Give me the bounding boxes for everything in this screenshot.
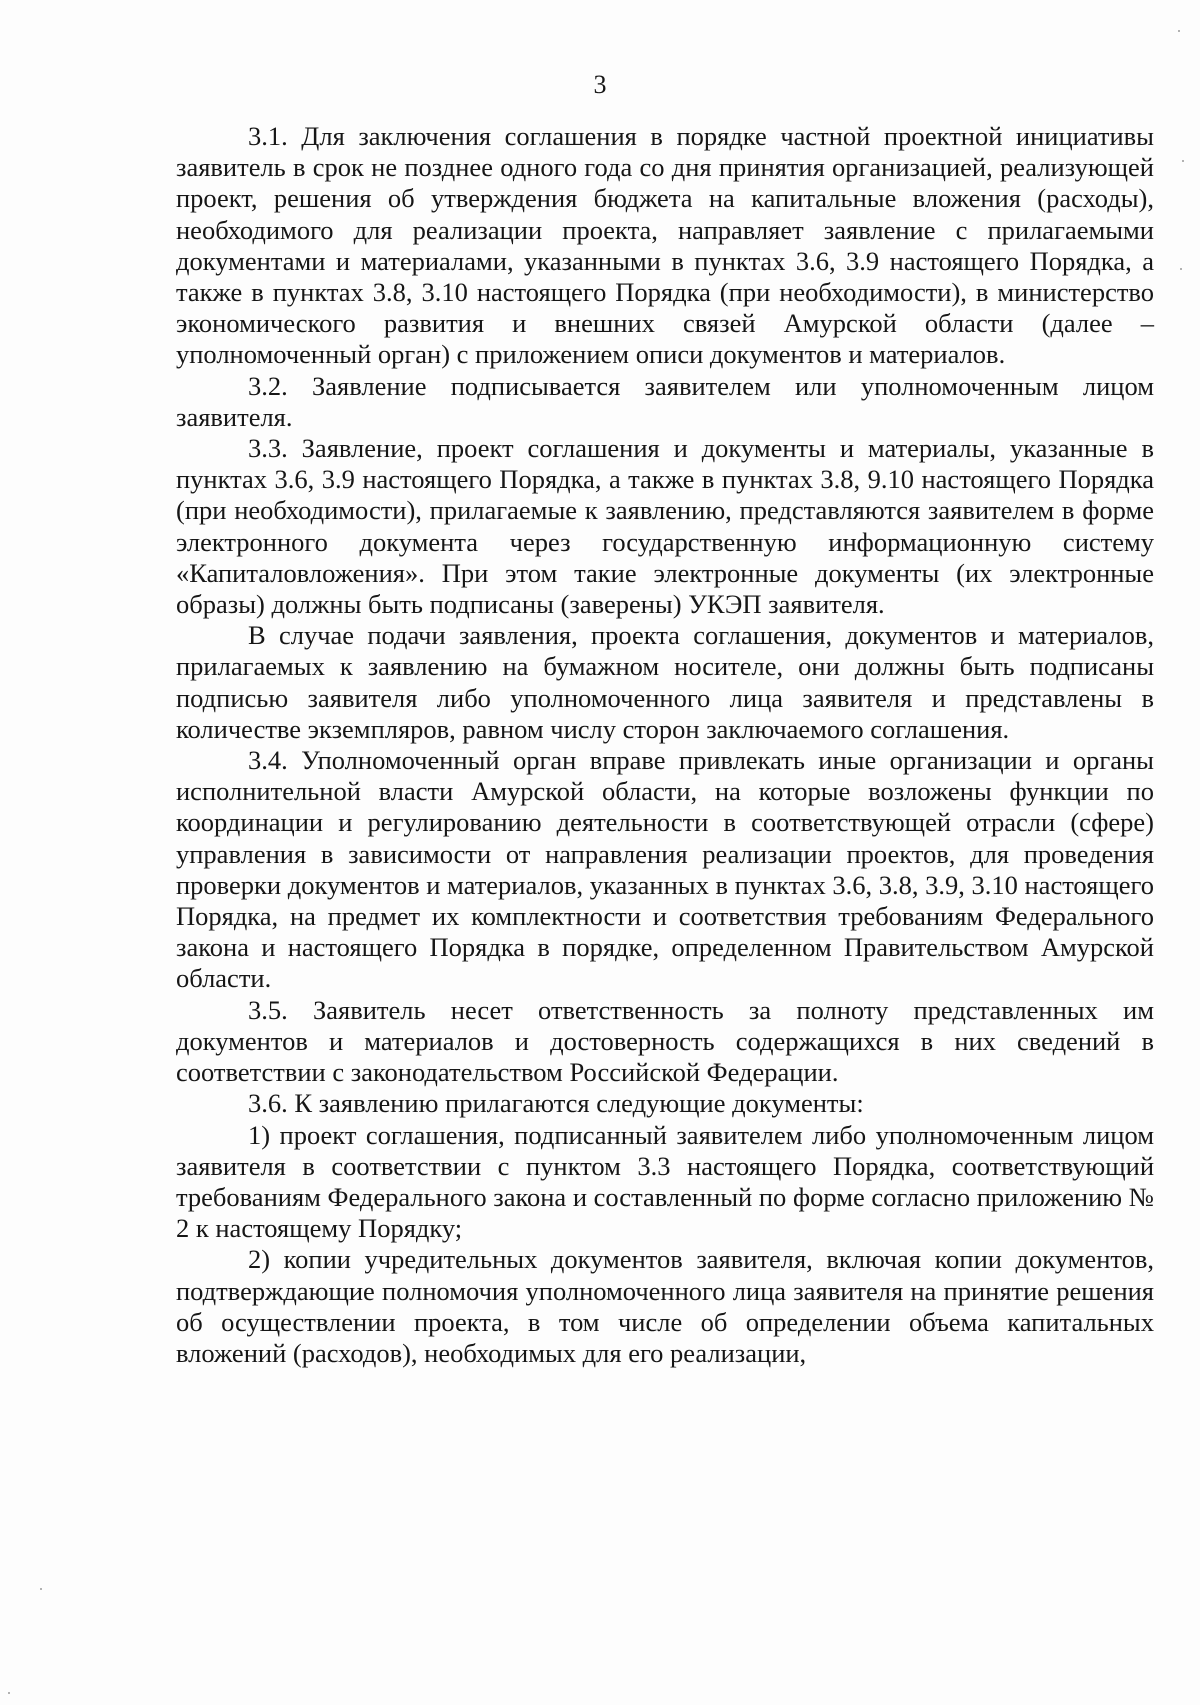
paragraph-3-4: 3.4. Уполномоченный орган вправе привлекать иные организации и органы исполнительной власти Амурской области, на которые возложены функции по координации и регулированию деятельности в соответствующей отрасли (сфере) управления в зависимости от направления реализации проектов, для проведения проверки документов и материалов, указанных в пунктах 3.6, 3.8, 3.9, 3.10 настоящего Порядка, на предмет их комплектности и соответствия требованиям Федерального закона и настоящего Порядка в порядке, определенном Правительством Амурской области. [176, 745, 1154, 994]
list-item-2: 2) копии учредительных документов заявителя, включая копии документов, подтверждающие полномочия уполномоченного лица заявителя на принятие решения об осуществлении проекта, в том числе об определении объема капитальных вложений (расходов), необходимых для его реализации, [176, 1244, 1154, 1368]
paragraph-paper-submission: В случае подачи заявления, проекта соглашения, документов и материалов, прилагаемых к заявлению на бумажном носителе, они должны быть подписаны подписью заявителя либо уполномоченного лица заявителя и представлены в количестве экземпляров, равном числу сторон заключаемого соглашения. [176, 620, 1154, 744]
document-body [176, 121, 1154, 1369]
page-number: 3 [593, 70, 607, 99]
scan-speck [40, 1588, 42, 1590]
scan-speck [8, 1692, 10, 1694]
scan-speck [1180, 268, 1182, 270]
paragraph-3-2: 3.2. Заявление подписывается заявителем или уполномоченным лицом заявителя. [176, 370, 1154, 432]
paragraph-3-6: 3.6. К заявлению прилагаются следующие документы: [248, 1088, 864, 1119]
list-item-1: 1) проект соглашения, подписанный заявителем либо уполномоченным лицом заявителя в соответствии с пунктом 3.3 настоящего Порядка, соответствующий требованиям Федерального закона и составленный по форме согласно приложению № 2 к настоящему Порядку; [176, 1119, 1154, 1244]
paragraph-3-5: 3.5. Заявитель несет ответственность за полноту представленных им документов и материалов и достоверность содержащихся в них сведений в соответствии с законодательством Российской Федерации. [176, 994, 1154, 1088]
scan-speck [1182, 160, 1184, 162]
paragraph-3-3: 3.3. Заявление, проект соглашения и документы и материалы, указанные в пунктах 3.6, 3.9 настоящего Порядка, а также в пунктах 3.8, 9.10 настоящего Порядка (при необходимости), прилагаемые к заявлению, представляются заявителем в форме электронного документа через государственную информационную систему «Капиталовложения». При этом такие электронные документы (их электронные образы) должны быть подписаны (заверены) УКЭП заявителя. [176, 433, 1154, 620]
scan-speck [1178, 30, 1180, 32]
paragraph-3-1: 3.1. Для заключения соглашения в порядке частной проектной инициативы заявитель в срок не позднее одного года со дня принятия организацией, реализующей проект, решения об утверждения бюджета на капитальные вложения (расходы), необходимого для реализации проекта, направляет заявление с прилагаемыми документами и материалами, указанными в пунктах 3.6, 3.9 настоящего Порядка, а также в пунктах 3.8, 3.10 настоящего Порядка (при необходимости), в министерство экономического развития и внешних связей Амурской области (далее – уполномоченный орган) с приложением описи документов и материалов. [176, 121, 1154, 370]
